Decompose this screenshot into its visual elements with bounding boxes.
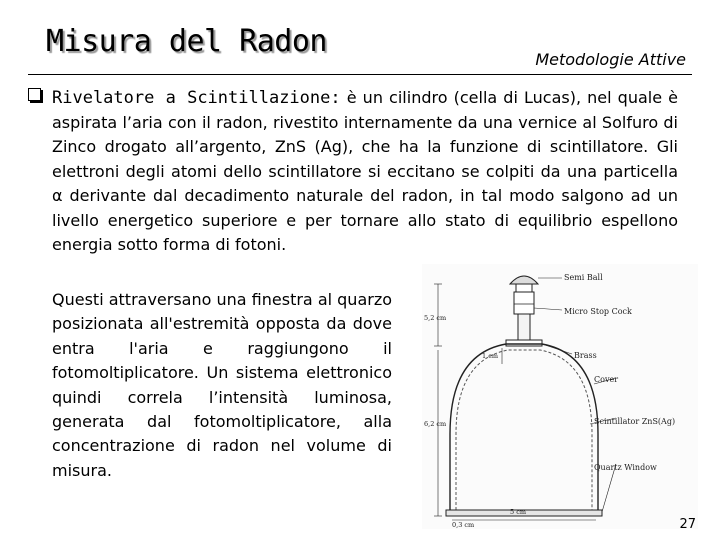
- label-brass: Brass: [574, 351, 597, 360]
- p1-text-b: ), nel quale è aspirata l’aria con il radon, rivestito internamente da una vernice al Solfuro di Zinco drogato all’argento, ZnS (Ag), che ha la funzione di scintillatore. Gli elettroni degli atomi dello scintillatore si eccitano se colpiti da una particella: [52, 88, 679, 181]
- label-micro-stop-cock: Micro Stop Cock: [564, 307, 632, 316]
- dim-1: 1 cm: [482, 352, 499, 360]
- lucas-cell-diagram: [422, 264, 698, 529]
- lucas-cell-drawing: [422, 264, 698, 529]
- cover-outer: [450, 344, 598, 514]
- checkbox-bullet-icon: [28, 88, 41, 101]
- label-quartz-window: Quartz Window: [594, 463, 657, 472]
- label-semi-ball: Semi Ball: [564, 273, 603, 282]
- label-scintillator: Scintillator ZnS(Ag): [594, 417, 676, 426]
- p1-text-c: derivante dal decadimento naturale del radon, in tal modo salgono ad un livello energetico superiore e per tornare allo stato di equilibrio espellono energia sotto forma di fotoni.: [52, 186, 678, 254]
- dim-5-2: 5,2 cm: [424, 314, 447, 322]
- stop-cock-top: [516, 284, 532, 292]
- stop-cock-body: [514, 292, 534, 314]
- intro-paragraph: [52, 86, 678, 258]
- alpha-symbol: α: [52, 186, 63, 205]
- bullet-marker: [28, 88, 47, 106]
- p1-text-a: è un cilindro (: [340, 88, 460, 107]
- detector-term: Rivelatore a Scintillazione:: [52, 88, 341, 108]
- brass-neck: [518, 314, 530, 340]
- header-divider: [28, 74, 692, 75]
- page-number: 27: [679, 517, 696, 532]
- photomultiplier-paragraph: Questi attraversano una finestra al quarzo posizionata all'estremità opposta da dove entra l'aria e raggiungono il fotomoltiplicatore. Un sistema elettronico quindi correla l’intensità luminosa, generata dal fotomoltiplicatore, alla concentrazione di radon nel volume di misura.: [52, 290, 393, 480]
- dim-6-2: 6,2 cm: [424, 420, 447, 428]
- label-cover: Cover: [594, 375, 619, 384]
- slide-subtitle: Metodologie Attive: [535, 50, 686, 69]
- scintillator-layer: [456, 350, 592, 510]
- semi-ball-shape: [510, 276, 538, 284]
- lucas-cell-name: cella di Lucas: [459, 88, 570, 107]
- slide-title: Misura del Radon: [46, 24, 327, 59]
- dim-0-3: 0,3 cm: [452, 521, 475, 529]
- dim-5: 5 cm: [510, 508, 527, 516]
- brass-collar: [506, 340, 542, 346]
